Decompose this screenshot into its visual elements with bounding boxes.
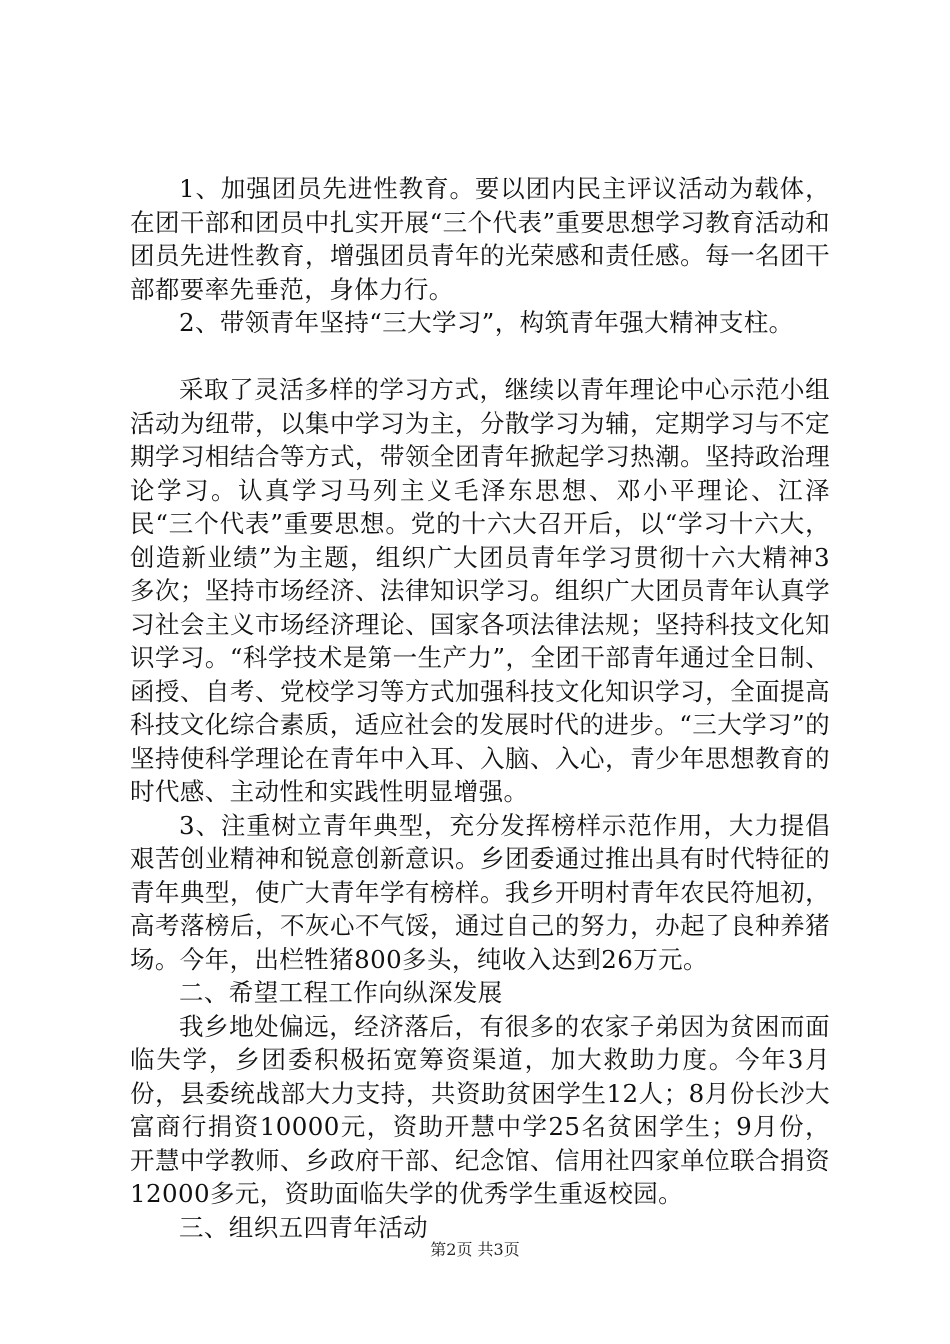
paragraph-1: 1、加强团员先进性教育。要以团内民主评议活动为载体，在团干部和团员中扎实开展“三个代表”重要思想学习教育活动和团员先进性教育，增强团员青年的光荣感和责任感。每一名团干部都要率先垂范，身体力行。	[130, 174, 830, 304]
section-heading-2: 二、希望工程工作向纵深发展	[179, 978, 503, 1007]
paragraph-3: 采取了灵活多样的学习方式，继续以青年理论中心示范小组活动为纽带，以集中学习为主，分散学习为辅，定期学习与不定期学习相结合等方式，带领全团青年掀起学习热潮。坚持政治理论学习。认真学习马列主义毛泽东思想、邓小平理论、江泽民“三个代表”重要思想。党的十六大召开后，以“学习十六大，创造新业绩”为主题，组织广大团员青年学习贯彻十六大精神3多次；坚持市场经济、法律知识学习。组织广大团员青年认真学习社会主义市场经济理论、国家各项法律法规；坚持科技文化知识学习。“科学技术是第一生产力”，全团干部青年通过全日制、函授、自考、党校学习等方式加强科技文化知识学习，全面提高科技文化综合素质，适应社会的发展时代的进步。“三大学习”的坚持使科学理论在青年中入耳、入脑、入心，青少年思想教育的时代感、主动性和实践性明显增强。	[130, 375, 830, 806]
page-footer: 第2页 共3页	[430, 1240, 520, 1259]
section-heading-3: 三、组织五四青年活动	[179, 1212, 428, 1242]
document-body	[130, 172, 830, 1244]
paragraph-4: 3、注重树立青年典型，充分发挥榜样示范作用，大力提倡艰苦创业精神和锐意创新意识。乡团委通过推出具有时代特征的青年典型，使广大青年学有榜样。我乡开明村青年农民符旭初，高考落榜后，不灰心不气馁，通过自己的努力，办起了良种养猪场。今年，出栏牲猪800多头，纯收入达到26万元。	[130, 810, 830, 974]
paragraph-2: 2、带领青年坚持“三大学习”，构筑青年强大精神支柱。	[179, 308, 794, 337]
paragraph-5: 我乡地处偏远，经济落后，有很多的农家子弟因为贫困而面临失学，乡团委积极拓宽筹资渠道，加大救助力度。今年3月份，县委统战部大力支持，共资助贫困学生12人；8月份长沙大富商行捐资10000元，资助开慧中学25名贫困学生；9月份，开慧中学教师、乡政府干部、纪念馆、信用社四家单位联合捐资12000多元，资助面临失学的优秀学生重返校园。	[130, 1011, 830, 1208]
